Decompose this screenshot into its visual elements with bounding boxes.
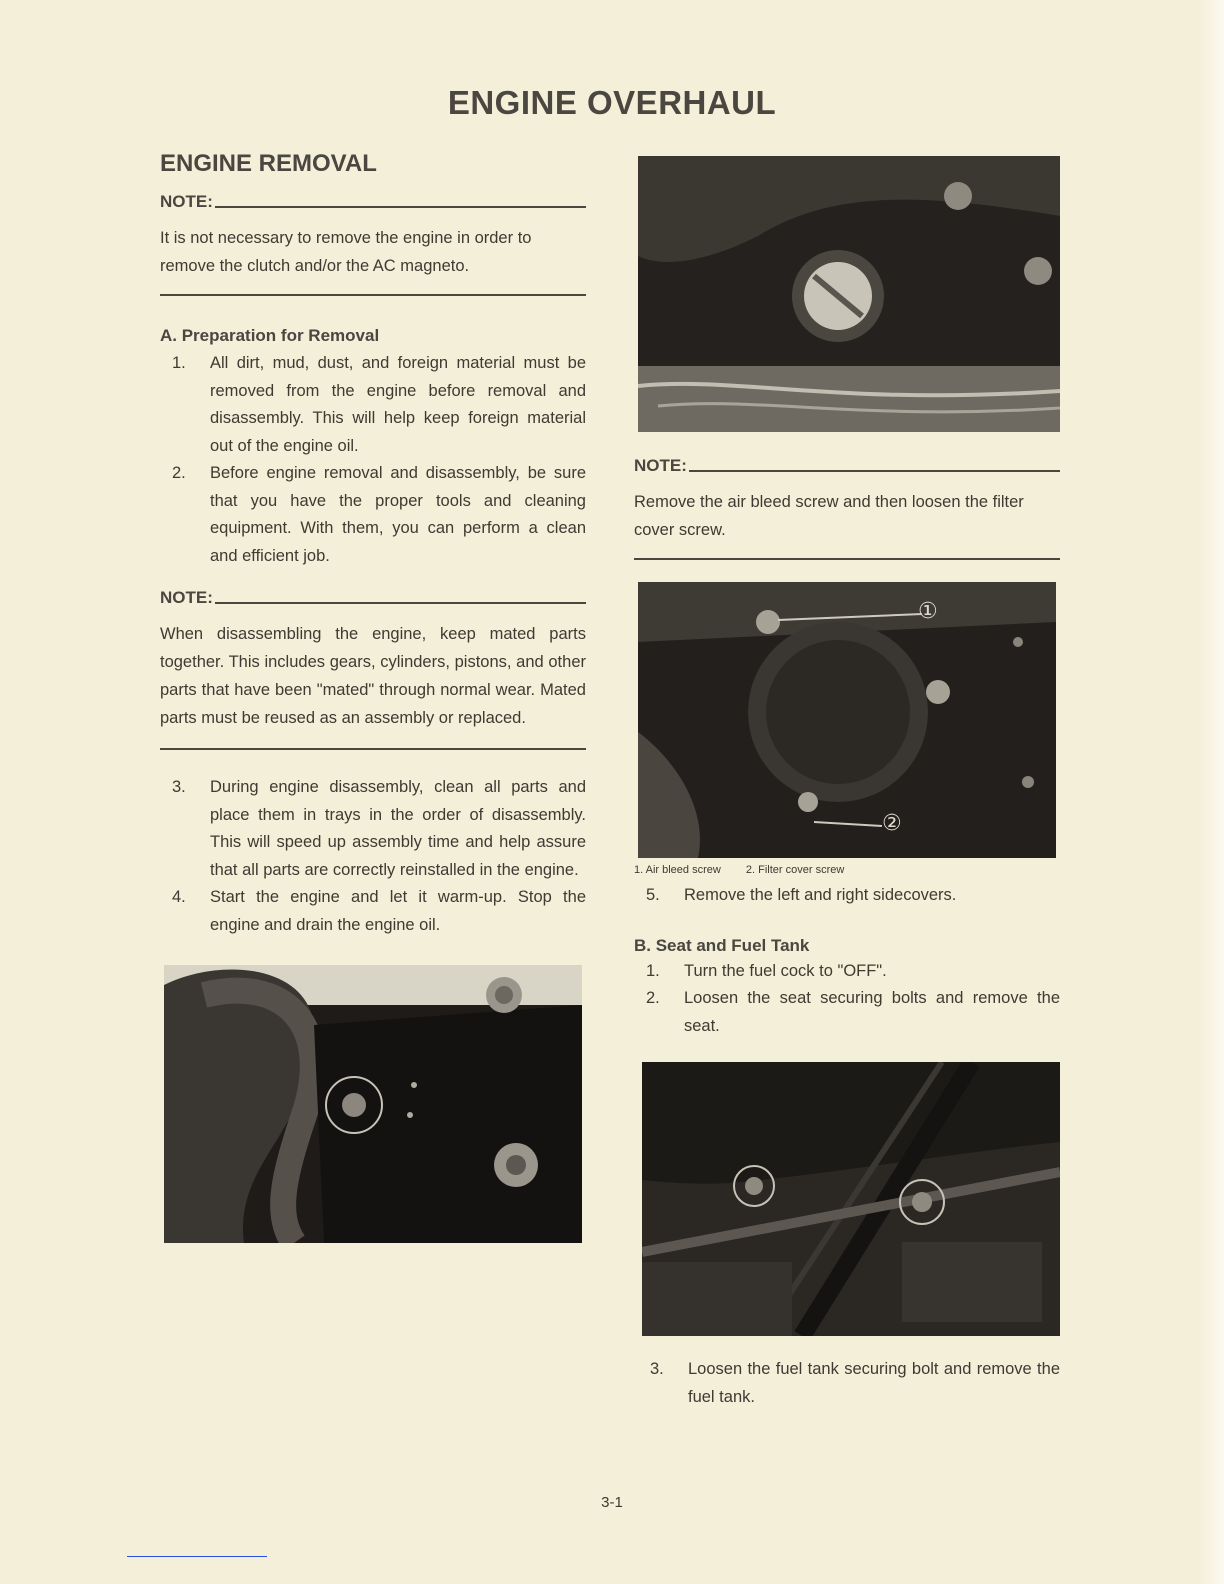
list-item (634, 882, 1060, 910)
page-title: ENGINE OVERHAUL (447, 84, 777, 121)
section-title: ENGINE REMOVAL (160, 150, 377, 177)
air-bleed-photo (638, 156, 1060, 432)
note-heading (160, 192, 586, 212)
step-text: All dirt, mud, dust, and foreign material must be removed from the engine before removal and disassembly. This will help keep foreign material out of the engine oil. (210, 354, 586, 455)
oil-drain-photo (164, 965, 582, 1243)
note-text: Remove the air bleed screw and then loosen the filter cover screw. (634, 493, 1024, 539)
page-number: 3-1 (601, 1494, 623, 1511)
right-column (634, 156, 1060, 1411)
step-text: Start the engine and let it warm-up. Stop the engine and drain the engine oil. (210, 888, 586, 934)
step-text: Loosen the seat securing bolts and remove the seat. (684, 989, 1060, 1035)
note-rule (689, 470, 1060, 472)
list-item (634, 985, 1060, 1040)
step-list (634, 882, 1060, 910)
note-end-rule (634, 558, 1060, 560)
step-text: Turn the fuel cock to "OFF". (684, 961, 887, 980)
callout-number-1: ① (918, 598, 938, 623)
subsection-heading: B. Seat and Fuel Tank (634, 935, 810, 955)
note-heading (634, 456, 1060, 476)
note-label: NOTE: (160, 588, 213, 607)
photo-caption (634, 864, 1060, 876)
filter-cover-photo (638, 582, 1056, 858)
note-heading (160, 588, 586, 608)
note-rule (215, 206, 586, 208)
step-list (634, 958, 1060, 1041)
caption-item: 1. Air bleed screw (634, 864, 721, 876)
step-text: Remove the left and right sidecovers. (684, 886, 957, 904)
step-number: 3. (172, 778, 186, 796)
seat-bolt-photo (642, 1062, 1060, 1336)
caption-item: 2. Filter cover screw (745, 864, 845, 876)
list-item (160, 884, 586, 939)
step-list (160, 774, 586, 939)
note-label: NOTE: (160, 192, 213, 211)
list-item (160, 350, 586, 460)
step-number: 2. (172, 464, 186, 482)
step-number: 5. (646, 886, 660, 904)
note-text: It is not necessary to remove the engine in order to remove the clutch and/or the AC magneto. (160, 229, 532, 275)
callout-number-2: ② (882, 810, 902, 835)
note-end-rule (160, 294, 586, 296)
list-item (160, 774, 586, 884)
step-number: 1. (172, 354, 186, 372)
note-text: When disassembling the engine, keep mated parts together. This includes gears, cylinders, pistons, and other parts that have been "mated" through normal wear. Mated parts must be reused as an assembly or replaced. (160, 625, 586, 727)
step-text: Before engine removal and disassembly, be sure that you have the proper tools and cleaning equipment. With them, you can perform a clean and efficient job. (210, 464, 586, 565)
note-rule (215, 602, 586, 604)
step-text: During engine disassembly, clean all parts and place them in trays in the order of disassembly. This will speed up assembly time and help assure that all parts are correctly reinstalled in the engine. (210, 778, 586, 879)
page-edge (1198, 0, 1224, 1584)
step-list (160, 350, 586, 570)
step-number: 2. (646, 989, 660, 1007)
note-end-rule (160, 748, 586, 750)
step-number: 3. (650, 1360, 664, 1378)
link-underline (127, 1556, 267, 1557)
step-list (634, 1356, 1060, 1411)
list-item (634, 958, 1060, 986)
step-number: 1. (646, 961, 660, 980)
left-column (160, 150, 586, 1243)
step-text: Loosen the fuel tank securing bolt and remove the fuel tank. (688, 1360, 1060, 1406)
step-number: 4. (172, 888, 186, 906)
subsection-heading: A. Preparation for Removal (160, 326, 380, 345)
note-label: NOTE: (634, 456, 687, 475)
list-item (634, 1356, 1060, 1411)
list-item (160, 460, 586, 570)
